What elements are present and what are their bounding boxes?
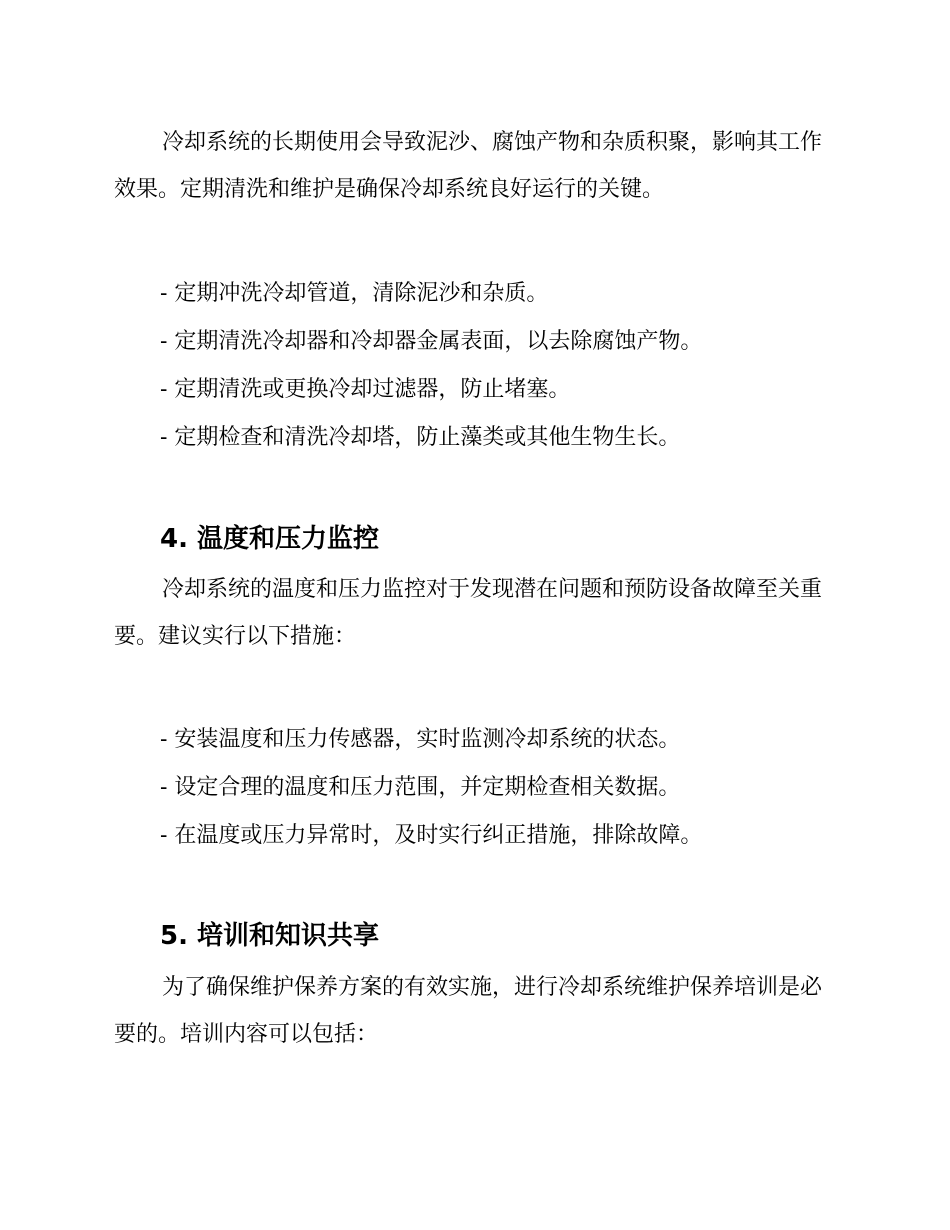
section4-intro-paragraph: 冷却系统的温度和压力监控对于发现潜在问题和预防设备故障至关重要。建议实行以下措施： — [114, 577, 823, 649]
list-item: - 在温度或压力异常时，及时实行纠正措施，排除故障。 — [160, 823, 703, 848]
section5-heading: 5. 培训和知识共享 — [160, 921, 380, 951]
section4-heading: 4. 温度和压力监控 — [160, 524, 380, 554]
section3-intro-paragraph: 冷却系统的长期使用会导致泥沙、腐蚀产物和杂质积聚，影响其工作效果。定期清洗和维护是确保冷却系统良好运行的关键。 — [114, 130, 823, 202]
list-item: - 设定合理的温度和压力范围，并定期检查相关数据。 — [160, 775, 681, 800]
section5-intro-paragraph: 为了确保维护保养方案的有效实施，进行冷却系统维护保养培训是必要的。培训内容可以包括： — [114, 975, 823, 1047]
list-item: - 定期检查和清洗冷却塔，防止藻类或其他生物生长。 — [160, 425, 681, 450]
list-item: - 安装温度和压力传感器，实时监测冷却系统的状态。 — [160, 727, 681, 752]
section4-monitoring-list — [160, 716, 702, 860]
list-item: - 定期冲洗冷却管道，清除泥沙和杂质。 — [160, 281, 549, 306]
list-item: - 定期清洗冷却器和冷却器金属表面，以去除腐蚀产物。 — [160, 329, 703, 354]
list-item: - 定期清洗或更换冷却过滤器，防止堵塞。 — [160, 377, 571, 402]
section3-cleaning-list — [160, 270, 702, 462]
